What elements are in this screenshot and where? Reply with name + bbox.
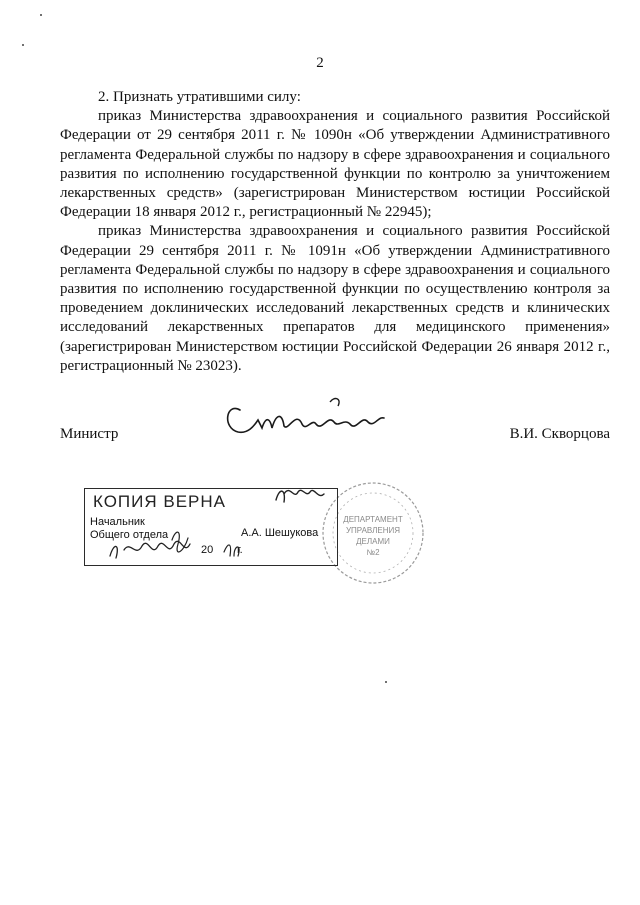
stamp-role-line: Начальник — [90, 516, 145, 528]
repealed-order-paragraph: приказ Министерства здравоохранения и социального развития Российской Федерации от 29 сентября 2011 г. № 1090н «Об утверждении Административного регламента Федеральной службы по надзору в сфере здравоохранения и социального развития по исполнению государственной функции по контролю за уничтожением лекарственных средств» (зарегистрирован Министерством юстиции Российской Федерации 18 января 2012 г., регистрационный № 22945); — [60, 108, 610, 221]
seal-text-line: №2 — [366, 548, 380, 557]
stamp-heading: КОПИЯ ВЕРНА — [93, 492, 227, 511]
signatory-name: В.И. Скворцова — [509, 426, 610, 442]
scan-artifact — [40, 14, 42, 16]
scan-artifact — [385, 681, 387, 683]
stamp-person-name: А.А. Шешукова — [241, 527, 319, 539]
stamp-date-year-prefix: 20 — [201, 544, 214, 556]
stamp-role-line: Общего отдела — [90, 529, 169, 541]
document-body — [60, 88, 610, 376]
page-number: 2 — [316, 55, 324, 71]
seal-text-line: ДЕЛАМИ — [356, 537, 390, 546]
minister-signature — [218, 388, 388, 448]
scan-artifact — [22, 44, 24, 46]
stamp-handwriting — [80, 478, 340, 568]
stamp-date-suffix: г. — [237, 544, 243, 556]
seal-text-line: ДЕПАРТАМЕНТ — [343, 515, 403, 524]
repealed-order-paragraph: приказ Министерства здравоохранения и социального развития Российской Федерации 29 сентября 2011 г. № 1091н «Об утверждении Административного регламента Федеральной службы по надзору в сфере здравоохранения и социального развития по исполнению государственной функции по осуществлению контроля за проведением доклинических исследований лекарственных средств и клинических исследований лекарственных препаратов для медицинского применения» (зарегистрирован Министерством юстиции Российской Федерации 26 января 2012 г., регистрационный № 23023). — [60, 223, 610, 374]
seal-text-line: УПРАВЛЕНИЯ — [345, 526, 401, 535]
item-heading: 2. Признать утратившими силу: — [98, 89, 301, 105]
signatory-title: Министр — [60, 426, 119, 442]
